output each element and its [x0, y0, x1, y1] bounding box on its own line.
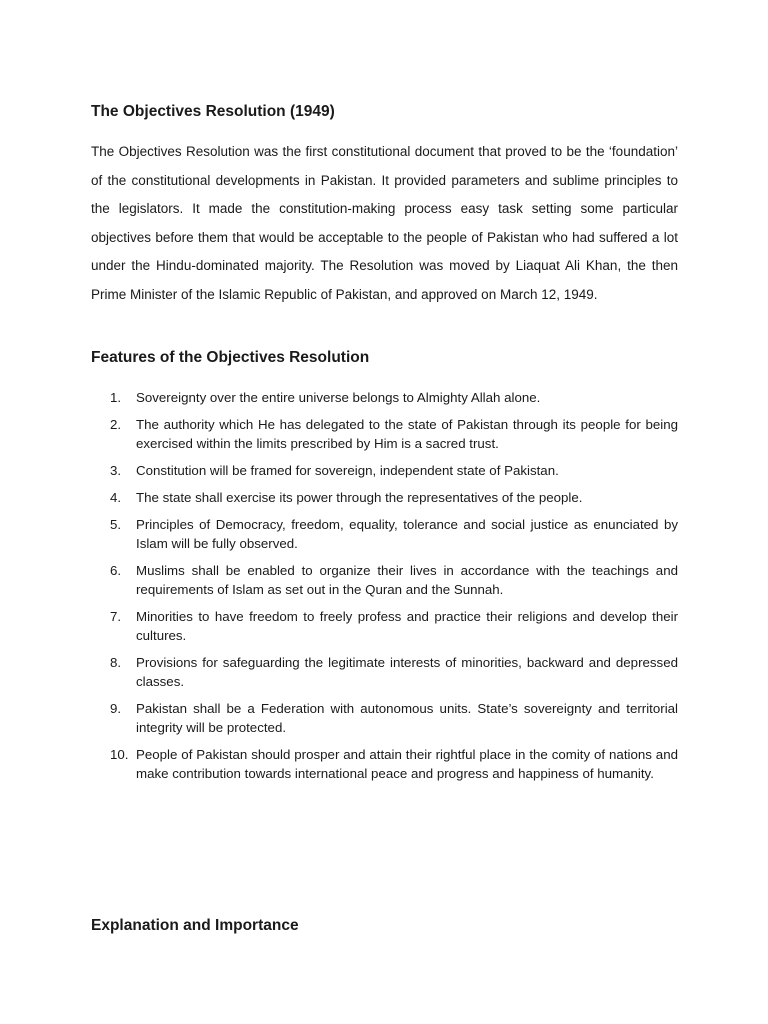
- list-item: [91, 745, 678, 783]
- list-item: [91, 488, 678, 507]
- list-item: [91, 388, 678, 407]
- list-item-text: Principles of Democracy, freedom, equality, tolerance and social justice as enunciated by Islam will be fully observed.: [136, 517, 678, 551]
- list-item-text: The state shall exercise its power through the representatives of the people.: [136, 490, 583, 505]
- explanation-heading: Explanation and Importance: [91, 917, 299, 934]
- list-item-number: 9.: [110, 701, 122, 716]
- list-item-number: 10.: [110, 747, 129, 762]
- list-item-number: 6.: [110, 563, 122, 578]
- features-heading: Features of the Objectives Resolution: [91, 349, 370, 366]
- list-item-text: Constitution will be framed for sovereign, independent state of Pakistan.: [136, 463, 559, 478]
- list-item: [91, 607, 678, 645]
- list-item-text: Provisions for safeguarding the legitimate interests of minorities, backward and depressed classes.: [136, 655, 678, 689]
- list-item: [91, 653, 678, 691]
- list-item-text: The authority which He has delegated to the state of Pakistan through its people for being exercised within the limits prescribed by Him is a sacred trust.: [136, 417, 678, 451]
- list-item-number: 5.: [110, 517, 122, 532]
- list-item-number: 8.: [110, 655, 122, 670]
- list-item: [91, 461, 678, 480]
- list-item-number: 7.: [110, 609, 122, 624]
- list-item: [91, 415, 678, 453]
- list-item: [91, 699, 678, 737]
- list-item-number: 3.: [110, 463, 122, 478]
- intro-paragraph: The Objectives Resolution was the first constitutional document that proved to be the ‘foundation’ of the constitutional developments in Pakistan. It provided parameters and sublime principles to the legislators. It made the constitution-making process easy task setting some particular objectives before them that would be acceptable to the people of Pakistan who had suffered a lot under the Hindu-dominated majority. The Resolution was moved by Liaquat Ali Khan, the then Prime Minister of the Islamic Republic of Pakistan, and approved on March 12, 1949.: [91, 144, 678, 302]
- list-item-number: 1.: [110, 390, 122, 405]
- features-list: [91, 388, 678, 791]
- list-item-number: 2.: [110, 417, 122, 432]
- list-item-text: Sovereignty over the entire universe belongs to Almighty Allah alone.: [136, 390, 541, 405]
- list-item-text: Muslims shall be enabled to organize their lives in accordance with the teachings and requirements of Islam as set out in the Quran and the Sunnah.: [136, 563, 678, 597]
- list-item-text: Pakistan shall be a Federation with autonomous units. State’s sovereignty and territorial integrity will be protected.: [136, 701, 678, 735]
- list-item: [91, 561, 678, 599]
- list-item-number: 4.: [110, 490, 122, 505]
- list-item-text: People of Pakistan should prosper and attain their rightful place in the comity of nations and make contribution towards international peace and progress and happiness of humanity.: [136, 747, 678, 781]
- document-title: The Objectives Resolution (1949): [91, 103, 335, 120]
- list-item: [91, 515, 678, 553]
- list-item-text: Minorities to have freedom to freely profess and practice their religions and develop their cultures.: [136, 609, 678, 643]
